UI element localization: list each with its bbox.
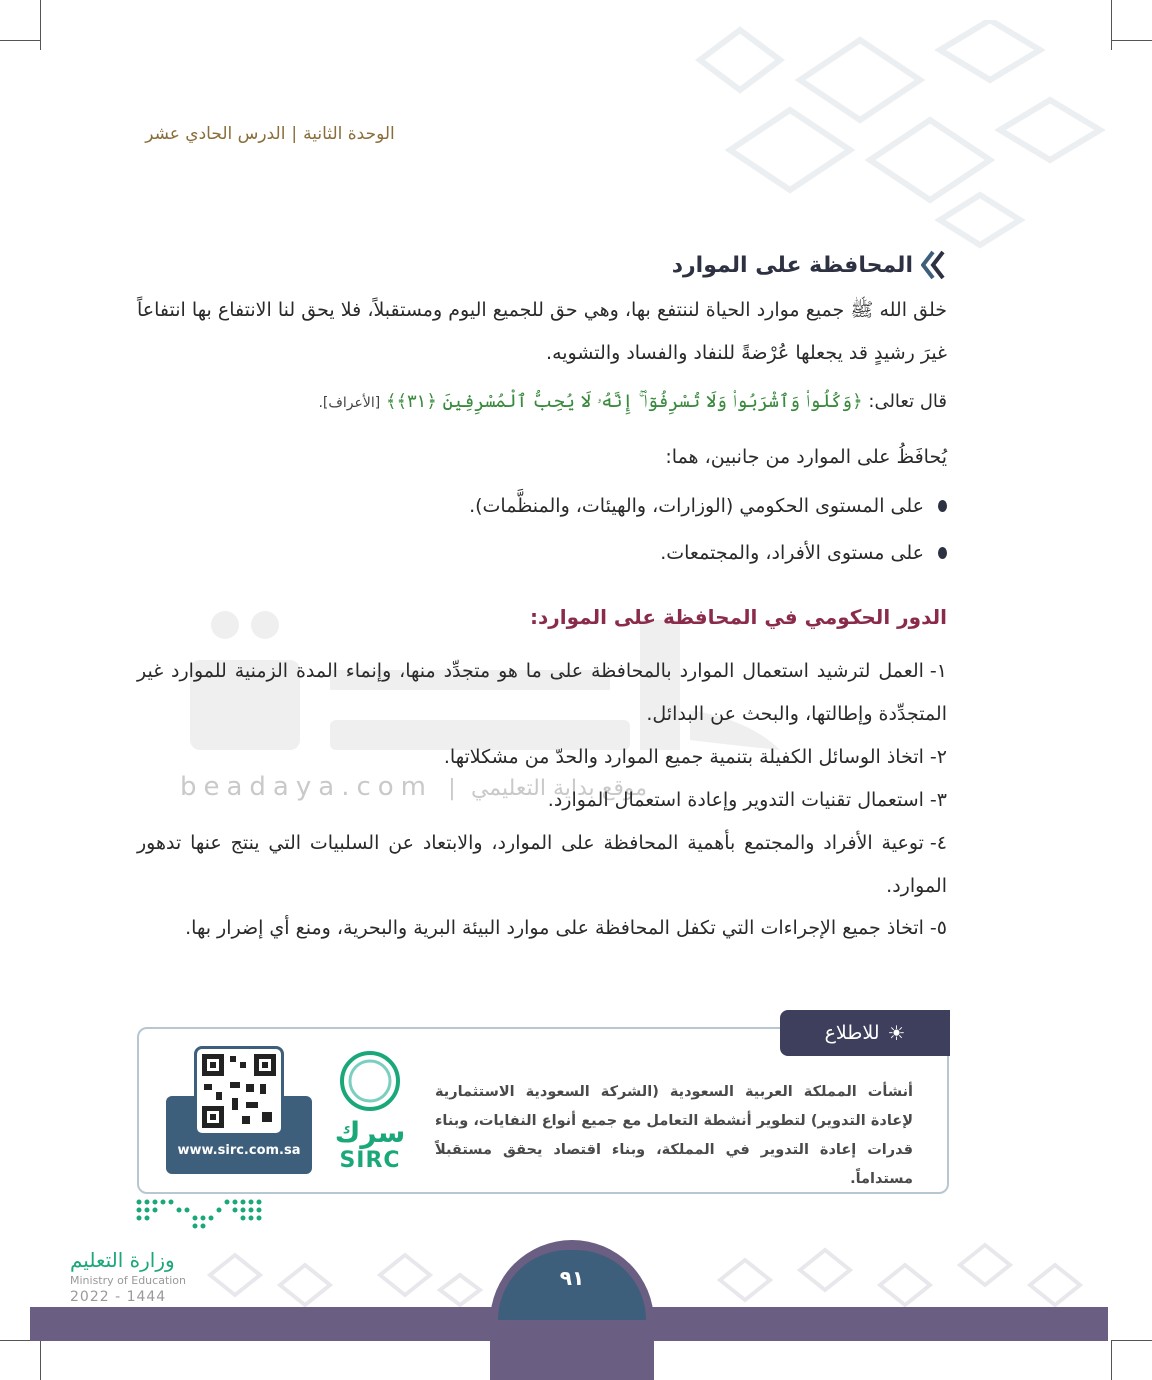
- page-number: ٩١: [559, 1266, 585, 1290]
- watermark-site: beadaya.com: [180, 772, 433, 802]
- lesson-label: الدرس الحادي عشر: [145, 124, 286, 144]
- bullet-icon: [938, 500, 947, 512]
- crop-mark: [40, 1340, 41, 1380]
- running-header: [130, 124, 410, 144]
- info-text: أنشأت المملكة العربية السعودية (الشركة السعودية الاستثمارية لإعادة التدوير) لتطوير أنشطة التعامل مع جميع أنواع النفايات، وبناء قدرات إعادة التدوير في المملكة، وبناء اقتصاد يحقق مستقبلاً مستداماً.: [435, 1084, 913, 1187]
- qr-code-icon: [202, 1054, 276, 1128]
- ministry-name-arabic: وزارة التعليم: [70, 1248, 175, 1272]
- verse-text: ﴿وَكُلُوا۟ وَٱشْرَبُوا۟ وَلَا تُسْرِفُوٓا۟ ۚ إِنَّهُۥ لَا يُحِبُّ ٱلْمُسْرِفِينَ ﴿٣١﴾﴾: [385, 391, 863, 412]
- list-item: [137, 779, 947, 822]
- section-title-text: المحافظة على الموارد: [671, 252, 913, 278]
- verse-reference: [الأعراف].: [318, 395, 381, 411]
- quran-verse: [318, 391, 947, 412]
- double-chevron-icon: [921, 250, 947, 280]
- list-item: [137, 736, 947, 779]
- item-text: استعمال تقنيات التدوير وإعادة استعمال الموارد.: [547, 789, 924, 811]
- item-number: ١-: [929, 660, 947, 682]
- item-text: العمل لترشيد استعمال الموارد بالمحافظة على ما هو متجدِّد منها، وإنماء المدة الزمنية للموارد غير المتجدِّدة وإطالتها، والبحث عن البدائل.: [137, 660, 947, 725]
- ministry-logo: [70, 1248, 210, 1305]
- intro-paragraph: خلق الله ﷺ جميع موارد الحياة لننتفع بها، وهي حق للجميع اليوم ومستقبلاً، فلا يحق لنا الانتفاع بها انتفاعاً غيرَ رشيدٍ قد يجعلها عُرْضةً للنفاد والفساد والتشويه.: [137, 299, 947, 364]
- list-item: [137, 907, 947, 950]
- watermark-separator: |: [448, 776, 456, 801]
- crop-mark: [0, 40, 40, 41]
- item-text: اتخاذ الوسائل الكفيلة بتنمية جميع الموارد والحدّ من مشكلاتها.: [443, 746, 924, 768]
- edition-year: 2022 - 1444: [70, 1289, 167, 1305]
- section-title: [672, 250, 947, 280]
- bullet-icon: [938, 547, 947, 559]
- bullet-text: على المستوى الحكومي (الوزارات، والهيئات، والمنظَّمات).: [469, 495, 924, 517]
- sirc-logo: [330, 1048, 410, 1173]
- info-tab: [780, 1010, 950, 1056]
- item-number: ٣-: [929, 789, 947, 811]
- list-item: [137, 650, 947, 736]
- item-number: ٤-: [929, 832, 947, 854]
- aspects-intro: يُحافَظُ على الموارد من جانبين، هما:: [665, 446, 947, 468]
- crop-mark: [40, 0, 41, 50]
- sirc-url-link[interactable]: www.sirc.com.sa: [177, 1143, 301, 1158]
- government-role-title: الدور الحكومي في المحافظة على الموارد:: [530, 605, 947, 629]
- crop-mark: [1111, 1340, 1112, 1380]
- list-item: [469, 495, 947, 517]
- list-item: [137, 822, 947, 908]
- info-tab-label: للاطلاع: [824, 1022, 880, 1044]
- lightbulb-icon: ☀: [887, 1021, 906, 1045]
- ministry-name-english: Ministry of Education: [70, 1274, 187, 1287]
- header-separator: |: [291, 124, 298, 144]
- watermark-label: موقع بداية التعليمي: [470, 776, 648, 801]
- sirc-logo-english: SIRC: [339, 1148, 401, 1173]
- sirc-logo-arabic: سرك: [334, 1116, 406, 1149]
- verse-intro: قال تعالى:: [868, 391, 947, 412]
- sirc-rings-icon: [337, 1048, 403, 1114]
- crop-mark: [1111, 0, 1112, 50]
- bullet-text: على مستوى الأفراد، والمجتمعات.: [660, 542, 924, 564]
- list-item: [660, 542, 947, 564]
- crop-mark: [1112, 40, 1152, 41]
- item-number: ٢-: [929, 746, 947, 768]
- vision-dots-logo: [135, 1196, 265, 1232]
- crop-mark: [1112, 1340, 1152, 1341]
- item-number: ٥-: [929, 917, 947, 939]
- unit-label: الوحدة الثانية: [303, 124, 395, 144]
- item-text: توعية الأفراد والمجتمع بأهمية المحافظة على الموارد، والابتعاد عن السلبيات التي ينتج عنها تدهور الموارد.: [137, 832, 947, 897]
- qr-code[interactable]: [194, 1046, 284, 1136]
- item-text: اتخاذ جميع الإجراءات التي تكفل المحافظة على موارد البيئة البرية والبحرية، ومنع أي إضرار بها.: [185, 917, 924, 939]
- decorative-pattern: [640, 20, 1110, 250]
